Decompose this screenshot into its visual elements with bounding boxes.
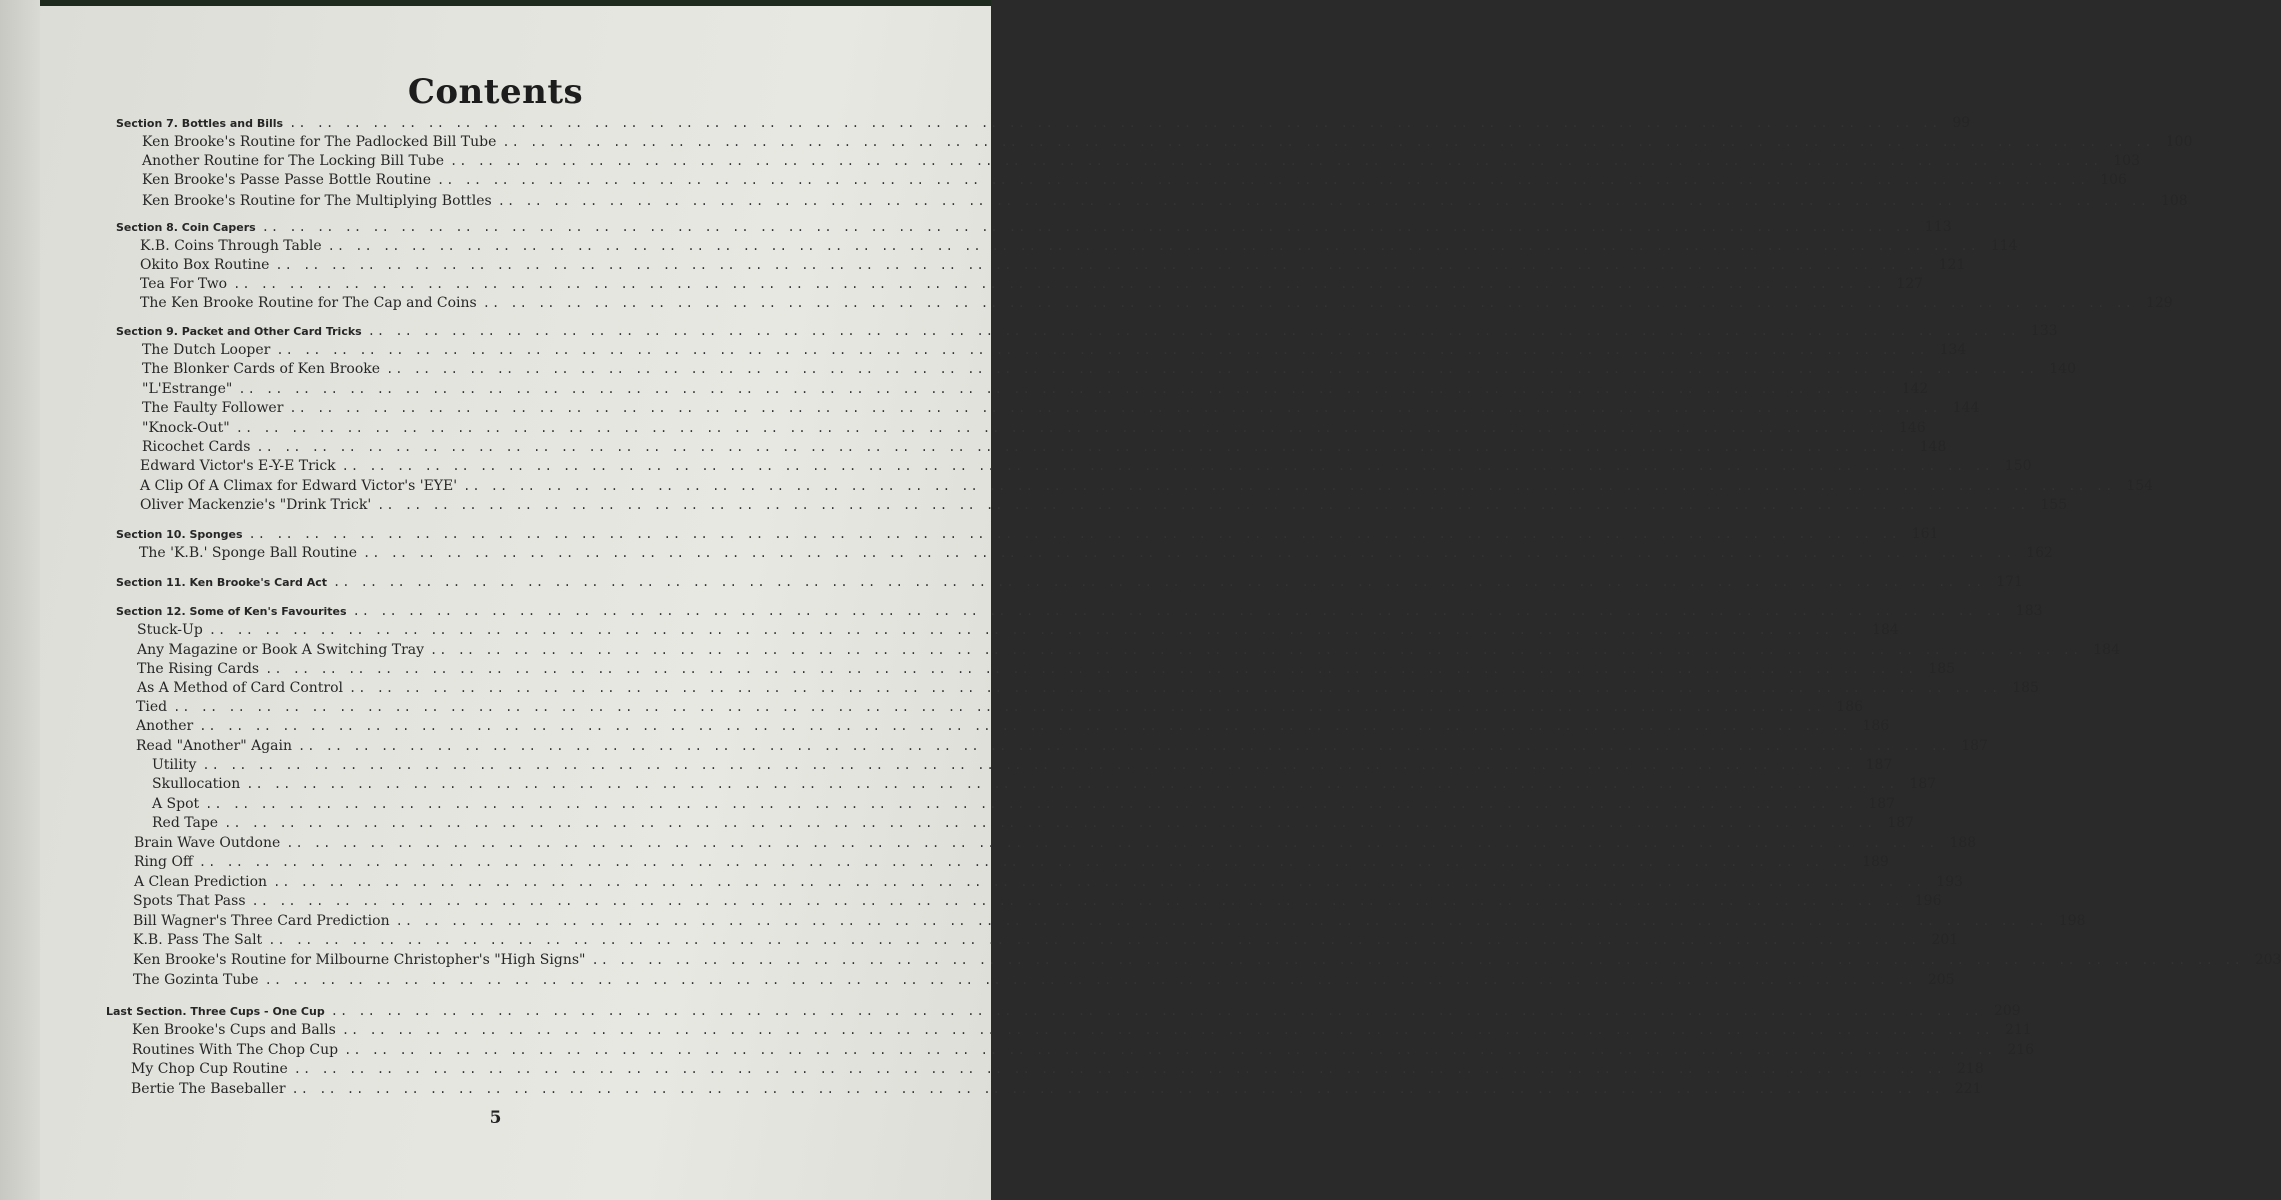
toc-page-number: 183 xyxy=(2015,603,2043,619)
page-title: Contents xyxy=(407,72,584,112)
dot-leader: .. .. .. .. .. .. .. .. .. .. .. .. .. .. .. .. .. .. .. .. .. .. .. .. .. .. .. .. .. .. .. .. .. .. .. .. .. .. .. .. .. .. .. .. .. .. .. .. .. .. .. .. .. .. .. .. .. .. .. .. xyxy=(276,343,1928,357)
toc-entry-title: Brain Wave Outdone xyxy=(134,835,281,851)
toc-entry-title: Last Section. Three Cups - One Cup xyxy=(106,1005,325,1018)
toc-entry-title: Oliver Mackenzie's "Drink Trick' xyxy=(140,497,372,513)
toc-page-number: 184 xyxy=(1872,622,1899,638)
dot-leader: .. .. .. .. .. .. .. .. .. .. .. .. .. .. .. .. .. .. .. .. .. .. .. .. .. .. .. .. .. .. .. .. .. .. .. .. .. .. .. .. .. .. .. .. .. .. .. .. .. .. .. .. .. .. .. .. .. .. .. .. xyxy=(341,459,1993,473)
dot-leader: .. .. .. .. .. .. .. .. .. .. .. .. .. .. .. .. .. .. .. .. .. .. .. .. .. .. .. .. .. .. .. .. .. .. .. .. .. .. .. .. .. .. .. .. .. .. .. .. .. .. .. .. .. .. .. .. .. .. .. .. xyxy=(436,173,2089,187)
toc-entry xyxy=(136,718,1890,738)
toc-section-heading xyxy=(116,219,1952,239)
dot-leader: .. .. .. .. .. .. .. .. .. .. .. .. .. .. .. .. .. .. .. .. .. .. .. .. .. .. .. .. .. .. .. .. .. .. .. .. .. .. .. .. .. .. .. .. .. .. .. .. .. .. .. .. .. .. .. .. .. .. .. .. xyxy=(265,662,1917,676)
toc-entry xyxy=(133,893,1942,913)
toc-page-number: 146 xyxy=(1898,420,1926,436)
toc-entry-title: Ken Brooke's Routine for Milbourne Christopher's "High Signs" xyxy=(133,952,586,968)
toc-page-number: 148 xyxy=(1919,439,1947,455)
toc-entry xyxy=(137,661,1956,681)
dot-leader: .. .. .. .. .. .. .. .. .. .. .. .. .. .. .. .. .. .. .. .. .. .. .. .. .. .. .. .. .. .. .. .. .. .. .. .. .. .. .. .. .. .. .. .. .. .. .. .. .. .. .. .. .. .. .. .. .. .. .. .. xyxy=(298,739,1950,753)
toc-page-number: 155 xyxy=(2040,497,2068,513)
toc-entry xyxy=(140,497,2068,517)
toc-entry xyxy=(136,738,1988,758)
toc-page-number: 100 xyxy=(2165,134,2193,150)
toc-entry-title: "L'Estrange" xyxy=(142,381,233,397)
toc-page-number: 187 xyxy=(1909,776,1937,792)
toc-page-number: 134 xyxy=(1939,342,1967,358)
toc-page-number: 187 xyxy=(1887,815,1915,831)
dot-leader: .. .. .. .. .. .. .. .. .. .. .. .. .. .. .. .. .. .. .. .. .. .. .. .. .. .. .. .. .. .. .. .. .. .. .. .. .. .. .. .. .. .. .. .. .. .. .. .. .. .. .. .. .. .. .. .. .. .. .. .. xyxy=(202,758,1854,772)
toc-entry-title: Red Tape xyxy=(152,815,219,831)
toc-entry-title: As A Method of Card Control xyxy=(137,680,344,696)
toc-page-number: 142 xyxy=(1901,381,1929,397)
dot-leader: .. .. .. .. .. .. .. .. .. .. .. .. .. .. .. .. .. .. .. .. .. .. .. .. .. .. .. .. .. .. .. .. .. .. .. .. .. .. .. .. .. .. .. .. .. .. .. .. .. .. .. .. .. .. .. .. .. .. .. .. xyxy=(208,623,1861,637)
toc-entry-title: K.B. Pass The Salt xyxy=(133,932,263,948)
toc-page-number: 127 xyxy=(1896,276,1924,292)
toc-entry-title: Another xyxy=(136,718,194,734)
toc-entry xyxy=(133,932,1959,952)
toc-page-number: 187 xyxy=(1868,796,1896,812)
toc-page-number: 221 xyxy=(1954,1081,1982,1097)
toc-entry xyxy=(142,361,2077,381)
toc-page-number: 144 xyxy=(1952,400,1980,416)
toc-page-number: 203 xyxy=(2254,952,2281,968)
toc-entry-title: Another Routine for The Locking Bill Tube xyxy=(142,153,445,169)
dot-leader: .. .. .. .. .. .. .. .. .. .. .. .. .. .. .. .. .. .. .. .. .. .. .. .. .. .. .. .. .. .. .. .. .. .. .. .. .. .. .. .. .. .. .. .. .. .. .. .. .. .. .. .. .. .. .. .. .. .. .. .. xyxy=(235,421,1887,435)
toc-entry xyxy=(133,952,2281,972)
toc-entry xyxy=(142,193,2188,213)
toc-entry-title: The Gozinta Tube xyxy=(133,972,259,988)
toc-page-number: 133 xyxy=(2030,323,2058,339)
toc-entry xyxy=(139,545,2053,565)
toc-entry-title: Bertie The Baseballer xyxy=(131,1081,286,1097)
toc-page-number: 193 xyxy=(1936,874,1964,890)
toc-page-number: 184 xyxy=(2093,642,2120,658)
dot-leader: .. .. .. .. .. .. .. .. .. .. .. .. .. .. .. .. .. .. .. .. .. .. .. .. .. .. .. .. .. .. .. .. .. .. .. .. .. .. .. .. .. .. .. .. .. .. .. .. .. .. .. .. .. .. .. .. .. .. .. .. xyxy=(386,362,2038,376)
dot-leader: .. .. .. .. .. .. .. .. .. .. .. .. .. .. .. .. .. .. .. .. .. .. .. .. .. .. .. .. .. .. .. .. .. .. .. .. .. .. .. .. .. .. .. .. .. .. .. .. .. .. .. .. .. .. .. .. .. .. .. .. xyxy=(246,777,1898,791)
toc-page-number: 189 xyxy=(1862,854,1889,870)
toc-entry xyxy=(152,757,1893,777)
dot-leader: .. .. .. .. .. .. .. .. .. .. .. .. .. .. .. .. .. .. .. .. .. .. .. .. .. .. .. .. .. .. .. .. .. .. .. .. .. .. .. .. .. .. .. .. .. .. .. .. .. .. .. .. .. .. .. .. .. .. .. .. xyxy=(233,277,1885,291)
dot-leader: .. .. .. .. .. .. .. .. .. .. .. .. .. .. .. .. .. .. .. .. .. .. .. .. .. .. .. .. .. .. .. .. .. .. .. .. .. .. .. .. .. .. .. .. .. .. .. .. .. .. .. .. .. .. .. .. .. .. .. .. xyxy=(463,479,2115,493)
toc-page-number: 198 xyxy=(2058,913,2086,929)
toc-entry xyxy=(140,295,2173,315)
toc-entry-title: The Rising Cards xyxy=(137,661,260,677)
toc-entry xyxy=(137,680,2039,700)
dot-leader: .. .. .. .. .. .. .. .. .. .. .. .. .. .. .. .. .. .. .. .. .. .. .. .. .. .. .. .. .. .. .. .. .. .. .. .. .. .. .. .. .. .. .. .. .. .. .. .. .. .. .. .. .. .. .. .. .. .. .. .. xyxy=(173,700,1825,714)
dot-leader: .. .. .. .. .. .. .. .. .. .. .. .. .. .. .. .. .. .. .. .. .. .. .. .. .. .. .. .. .. .. .. .. .. .. .. .. .. .. .. .. .. .. .. .. .. .. .. .. .. .. .. .. .. .. .. .. .. .. .. .. xyxy=(261,220,1913,234)
dot-leader: .. .. .. .. .. .. .. .. .. .. .. .. .. .. .. .. .. .. .. .. .. .. .. .. .. .. .. .. .. .. .. .. .. .. .. .. .. .. .. .. .. .. .. .. .. .. .. .. .. .. .. .. .. .. .. .. .. .. .. .. xyxy=(332,575,1985,589)
toc-entry xyxy=(134,874,1964,894)
toc-page-number: 106 xyxy=(2100,172,2127,188)
toc-entry-title: Utility xyxy=(152,757,197,773)
dot-leader: .. .. .. .. .. .. .. .. .. .. .. .. .. .. .. .. .. .. .. .. .. .. .. .. .. .. .. .. .. .. .. .. .. .. .. .. .. .. .. .. .. .. .. .. .. .. .. .. .. .. .. .. .. .. .. .. .. .. .. .. xyxy=(286,836,1938,850)
dot-leader: .. .. .. .. .. .. .. .. .. .. .. .. .. .. .. .. .. .. .. .. .. .. .. .. .. .. .. .. .. .. .. .. .. .. .. .. .. .. .. .. .. .. .. .. .. .. .. .. .. .. .. .. .. .. .. .. .. .. .. .. xyxy=(450,154,2102,168)
toc-entry-title: Stuck-Up xyxy=(137,622,203,638)
toc-page-number: 121 xyxy=(1938,257,1966,273)
toc-entry-title: A Spot xyxy=(152,796,200,812)
toc-entry xyxy=(142,420,1926,440)
toc-section-heading xyxy=(116,115,1971,135)
dot-leader: .. .. .. .. .. .. .. .. .. .. .. .. .. .. .. .. .. .. .. .. .. .. .. .. .. .. .. .. .. .. .. .. .. .. .. .. .. .. .. .. .. .. .. .. .. .. .. .. .. .. .. .. .. .. .. .. .. .. .. .. xyxy=(377,498,2029,512)
toc-page-number: 218 xyxy=(1957,1061,1984,1077)
toc-entry-title: Ken Brooke's Passe Passe Bottle Routine xyxy=(142,172,431,188)
toc-entry-title: Bill Wagner's Three Card Prediction xyxy=(133,913,390,929)
dot-leader: .. .. .. .. .. .. .. .. .. .. .. .. .. .. .. .. .. .. .. .. .. .. .. .. .. .. .. .. .. .. .. .. .. .. .. .. .. .. .. .. .. .. .. .. .. .. .. .. .. .. .. .. .. .. .. .. .. .. .. .. xyxy=(275,258,1927,272)
toc-page-number: 185 xyxy=(2012,680,2039,696)
dot-leader: .. .. .. .. .. .. .. .. .. .. .. .. .. .. .. .. .. .. .. .. .. .. .. .. .. .. .. .. .. .. .. .. .. .. .. .. .. .. .. .. .. .. .. .. .. .. .. .. .. .. .. .. .. .. .. .. .. .. .. .. xyxy=(251,894,1903,908)
dot-leader: .. .. .. .. .. .. .. .. .. .. .. .. .. .. .. .. .. .. .. .. .. .. .. .. .. .. .. .. .. .. .. .. .. .. .. .. .. .. .. .. .. .. .. .. .. .. .. .. .. .. .. .. .. .. .. .. .. .. .. .. xyxy=(256,440,1908,454)
toc-entry xyxy=(133,913,2086,933)
dot-leader: .. .. .. .. .. .. .. .. .. .. .. .. .. .. .. .. .. .. .. .. .. .. .. .. .. .. .. .. .. .. .. .. .. .. .. .. .. .. .. .. .. .. .. .. .. .. .. .. .. .. .. .. .. .. .. .. .. .. .. .. xyxy=(482,296,2134,310)
toc-entry xyxy=(140,238,2018,258)
toc-entry xyxy=(136,699,1864,719)
toc-section-heading xyxy=(116,526,1939,546)
toc-page-number: 154 xyxy=(2126,478,2154,494)
toc-page-number: 185 xyxy=(1928,661,1956,677)
toc-entry xyxy=(152,796,1896,816)
toc-entry xyxy=(133,972,1955,992)
dot-leader: .. .. .. .. .. .. .. .. .. .. .. .. .. .. .. .. .. .. .. .. .. .. .. .. .. .. .. .. .. .. .. .. .. .. .. .. .. .. .. .. .. .. .. .. .. .. .. .. .. .. .. .. .. .. .. .. .. .. .. .. xyxy=(497,194,2149,208)
toc-entry-title: Ken Brooke's Routine for The Padlocked Bill Tube xyxy=(142,134,497,150)
toc-page-number: 161 xyxy=(1911,526,1939,542)
toc-section-heading xyxy=(116,603,2043,623)
dot-leader: .. .. .. .. .. .. .. .. .. .. .. .. .. .. .. .. .. .. .. .. .. .. .. .. .. .. .. .. .. .. .. .. .. .. .. .. .. .. .. .. .. .. .. .. .. .. .. .. .. .. .. .. .. .. .. .. .. .. .. .. xyxy=(264,973,1916,987)
toc-page-number: 114 xyxy=(1990,238,2018,254)
toc-entry-title: The Dutch Looper xyxy=(142,342,271,358)
toc-entry xyxy=(137,622,1899,642)
dot-leader: .. .. .. .. .. .. .. .. .. .. .. .. .. .. .. .. .. .. .. .. .. .. .. .. .. .. .. .. .. .. .. .. .. .. .. .. .. .. .. .. .. .. .. .. .. .. .. .. .. .. .. .. .. .. .. .. .. .. .. .. xyxy=(273,875,1925,889)
toc-entry-title: Read "Another" Again xyxy=(136,738,293,754)
toc-entry xyxy=(142,400,1980,420)
dot-leader: .. .. .. .. .. .. .. .. .. .. .. .. .. .. .. .. .. .. .. .. .. .. .. .. .. .. .. .. .. .. .. .. .. .. .. .. .. .. .. .. .. .. .. .. .. .. .. .. .. .. .. .. .. .. .. .. .. .. .. .. xyxy=(238,382,1890,396)
toc-entry-title: The 'K.B.' Sponge Ball Routine xyxy=(139,545,358,561)
toc-page-number: 201 xyxy=(1931,932,1959,948)
toc-page-number: 187 xyxy=(1961,738,1988,754)
toc-entry-title: Any Magazine or Book A Switching Tray xyxy=(137,642,425,658)
dot-leader: .. .. .. .. .. .. .. .. .. .. .. .. .. .. .. .. .. .. .. .. .. .. .. .. .. .. .. .. .. .. .. .. .. .. .. .. .. .. .. .. .. .. .. .. .. .. .. .. .. .. .. .. .. .. .. .. .. .. .. .. xyxy=(199,719,1851,733)
toc-entry xyxy=(142,439,1947,459)
toc-page-number: 140 xyxy=(2049,361,2077,377)
toc-entry xyxy=(152,776,1937,796)
toc-entry-title: Section 11. Ken Brooke's Card Act xyxy=(116,576,327,589)
toc-entry-title: The Faulty Follower xyxy=(142,400,284,416)
dot-leader: .. .. .. .. .. .. .. .. .. .. .. .. .. .. .. .. .. .. .. .. .. .. .. .. .. .. .. .. .. .. .. .. .. .. .. .. .. .. .. .. .. .. .. .. .. .. .. .. .. .. .. .. .. .. .. .. .. .. .. .. xyxy=(224,816,1876,830)
dot-leader: .. .. .. .. .. .. .. .. .. .. .. .. .. .. .. .. .. .. .. .. .. .. .. .. .. .. .. .. .. .. .. .. .. .. .. .. .. .. .. .. .. .. .. .. .. .. .. .. .. .. .. .. .. .. .. .. .. .. .. .. xyxy=(591,953,2243,967)
toc-entry-title: A Clean Prediction xyxy=(134,874,268,890)
toc-entry-title: Ring Off xyxy=(134,854,193,870)
dot-leader: .. .. .. .. .. .. .. .. .. .. .. .. .. .. .. .. .. .. .. .. .. .. .. .. .. .. .. .. .. .. .. .. .. .. .. .. .. .. .. .. .. .. .. .. .. .. .. .. .. .. .. .. .. .. .. .. .. .. .. .. xyxy=(344,1043,1996,1057)
toc-entry-title: Tea For Two xyxy=(140,276,228,292)
dot-leader: .. .. .. .. .. .. .. .. .. .. .. .. .. .. .. .. .. .. .. .. .. .. .. .. .. .. .. .. .. .. .. .. .. .. .. .. .. .. .. .. .. .. .. .. .. .. .. .. .. .. .. .. .. .. .. .. .. .. .. .. xyxy=(291,1082,1943,1096)
toc-entry xyxy=(134,835,1977,855)
toc-page-number: 205 xyxy=(1927,972,1955,988)
toc-page-number: 103 xyxy=(2113,153,2140,169)
toc-entry xyxy=(140,257,1966,277)
dot-leader: .. .. .. .. .. .. .. .. .. .. .. .. .. .. .. .. .. .. .. .. .. .. .. .. .. .. .. .. .. .. .. .. .. .. .. .. .. .. .. .. .. .. .. .. .. .. .. .. .. .. .. .. .. .. .. .. .. .. .. .. xyxy=(352,604,2004,618)
toc-entry-title: Ricochet Cards xyxy=(142,439,251,455)
toc-page-number: 188 xyxy=(1949,835,1977,851)
toc-entry-title: Section 12. Some of Ken's Favourites xyxy=(116,605,347,618)
dot-leader: .. .. .. .. .. .. .. .. .. .. .. .. .. .. .. .. .. .. .. .. .. .. .. .. .. .. .. .. .. .. .. .. .. .. .. .. .. .. .. .. .. .. .. .. .. .. .. .. .. .. .. .. .. .. .. .. .. .. .. .. xyxy=(289,116,1941,130)
toc-entry-title: Edward Victor's E-Y-E Trick xyxy=(140,458,336,474)
toc-entry-title: The Blonker Cards of Ken Brooke xyxy=(142,361,381,377)
toc-entry xyxy=(142,153,2140,173)
dot-leader: .. .. .. .. .. .. .. .. .. .. .. .. .. .. .. .. .. .. .. .. .. .. .. .. .. .. .. .. .. .. .. .. .. .. .. .. .. .. .. .. .. .. .. .. .. .. .. .. .. .. .. .. .. .. .. .. .. .. .. .. xyxy=(268,933,1920,947)
toc-page-number: 150 xyxy=(2004,458,2032,474)
toc-entry-title: Routines With The Chop Cup xyxy=(132,1042,339,1058)
toc-page-number: 171 xyxy=(1996,574,2023,590)
toc-page-number: 129 xyxy=(2145,295,2173,311)
toc-entry-title: "Knock-Out" xyxy=(142,420,230,436)
toc-entry xyxy=(131,1081,1982,1101)
toc-entry xyxy=(132,1022,2032,1042)
toc-entry xyxy=(142,342,1967,362)
toc-page-number: 211 xyxy=(2005,1022,2032,1038)
dot-leader: .. .. .. .. .. .. .. .. .. .. .. .. .. .. .. .. .. .. .. .. .. .. .. .. .. .. .. .. .. .. .. .. .. .. .. .. .. .. .. .. .. .. .. .. .. .. .. .. .. .. .. .. .. .. .. .. .. .. .. .. xyxy=(198,855,1851,869)
toc-entry-title: Tied xyxy=(136,699,168,715)
toc-entry-title: Ken Brooke's Routine for The Multiplying Bottles xyxy=(142,193,492,209)
toc-page-number: 196 xyxy=(1914,893,1942,909)
toc-entry xyxy=(142,381,1929,401)
toc-entry xyxy=(142,172,2127,192)
toc-entry xyxy=(132,1042,2035,1062)
dot-leader: .. .. .. .. .. .. .. .. .. .. .. .. .. .. .. .. .. .. .. .. .. .. .. .. .. .. .. .. .. .. .. .. .. .. .. .. .. .. .. .. .. .. .. .. .. .. .. .. .. .. .. .. .. .. .. .. .. .. .. .. xyxy=(205,797,1857,811)
toc-entry xyxy=(152,815,1915,835)
toc-entry-title: My Chop Cup Routine xyxy=(131,1061,288,1077)
toc-entry-title: A Clip Of A Climax for Edward Victor's 'EYE' xyxy=(140,478,458,494)
toc-entry-title: Section 7. Bottles and Bills xyxy=(116,117,284,130)
toc-entry xyxy=(137,642,2120,662)
dot-leader: .. .. .. .. .. .. .. .. .. .. .. .. .. .. .. .. .. .. .. .. .. .. .. .. .. .. .. .. .. .. .. .. .. .. .. .. .. .. .. .. .. .. .. .. .. .. .. .. .. .. .. .. .. .. .. .. .. .. .. .. xyxy=(293,1062,1946,1076)
toc-page-number: 187 xyxy=(1865,757,1893,773)
toc-entry xyxy=(134,854,1889,874)
dot-leader: .. .. .. .. .. .. .. .. .. .. .. .. .. .. .. .. .. .. .. .. .. .. .. .. .. .. .. .. .. .. .. .. .. .. .. .. .. .. .. .. .. .. .. .. .. .. .. .. .. .. .. .. .. .. .. .. .. .. .. .. xyxy=(430,643,2082,657)
toc-entry-title: Ken Brooke's Cups and Balls xyxy=(132,1022,336,1038)
dot-leader: .. .. .. .. .. .. .. .. .. .. .. .. .. .. .. .. .. .. .. .. .. .. .. .. .. .. .. .. .. .. .. .. .. .. .. .. .. .. .. .. .. .. .. .. .. .. .. .. .. .. .. .. .. .. .. .. .. .. .. .. xyxy=(289,401,1941,415)
toc-section-heading xyxy=(106,1003,2021,1023)
toc-page-number: 108 xyxy=(2160,193,2188,209)
toc-entry xyxy=(140,478,2154,498)
toc-section-heading xyxy=(116,574,2023,594)
toc-page-number: 216 xyxy=(2007,1042,2035,1058)
dot-leader: .. .. .. .. .. .. .. .. .. .. .. .. .. .. .. .. .. .. .. .. .. .. .. .. .. .. .. .. .. .. .. .. .. .. .. .. .. .. .. .. .. .. .. .. .. .. .. .. .. .. .. .. .. .. .. .. .. .. .. .. xyxy=(330,1004,1982,1018)
toc-section-heading xyxy=(116,323,2058,343)
toc-entry-title: The Ken Brooke Routine for The Cap and Coins xyxy=(140,295,477,311)
toc-page-number: 113 xyxy=(1924,219,1952,235)
toc-entry-title: Skullocation xyxy=(152,776,241,792)
dot-leader: .. .. .. .. .. .. .. .. .. .. .. .. .. .. .. .. .. .. .. .. .. .. .. .. .. .. .. .. .. .. .. .. .. .. .. .. .. .. .. .. .. .. .. .. .. .. .. .. .. .. .. .. .. .. .. .. .. .. .. .. xyxy=(367,324,2019,338)
toc-entry-title: Section 9. Packet and Other Card Tricks xyxy=(116,325,362,338)
toc-page-number: 186 xyxy=(1836,699,1864,715)
toc-entry xyxy=(140,276,1924,296)
toc-page-number: 209 xyxy=(1993,1003,2021,1019)
dot-leader: .. .. .. .. .. .. .. .. .. .. .. .. .. .. .. .. .. .. .. .. .. .. .. .. .. .. .. .. .. .. .. .. .. .. .. .. .. .. .. .. .. .. .. .. .. .. .. .. .. .. .. .. .. .. .. .. .. .. .. .. xyxy=(349,681,2001,695)
dot-leader: .. .. .. .. .. .. .. .. .. .. .. .. .. .. .. .. .. .. .. .. .. .. .. .. .. .. .. .. .. .. .. .. .. .. .. .. .. .. .. .. .. .. .. .. .. .. .. .. .. .. .. .. .. .. .. .. .. .. .. .. xyxy=(395,914,2047,928)
toc-page-number: 186 xyxy=(1862,718,1890,734)
toc-entry xyxy=(131,1061,1984,1081)
dot-leader: .. .. .. .. .. .. .. .. .. .. .. .. .. .. .. .. .. .. .. .. .. .. .. .. .. .. .. .. .. .. .. .. .. .. .. .. .. .. .. .. .. .. .. .. .. .. .. .. .. .. .. .. .. .. .. .. .. .. .. .. xyxy=(341,1023,1994,1037)
toc-entry-title: Section 8. Coin Capers xyxy=(116,221,256,234)
dot-leader: .. .. .. .. .. .. .. .. .. .. .. .. .. .. .. .. .. .. .. .. .. .. .. .. .. .. .. .. .. .. .. .. .. .. .. .. .. .. .. .. .. .. .. .. .. .. .. .. .. .. .. .. .. .. .. .. .. .. .. .. xyxy=(363,546,2015,560)
page-number: 5 xyxy=(489,1108,502,1128)
dot-leader: .. .. .. .. .. .. .. .. .. .. .. .. .. .. .. .. .. .. .. .. .. .. .. .. .. .. .. .. .. .. .. .. .. .. .. .. .. .. .. .. .. .. .. .. .. .. .. .. .. .. .. .. .. .. .. .. .. .. .. .. xyxy=(502,135,2154,149)
dot-leader: .. .. .. .. .. .. .. .. .. .. .. .. .. .. .. .. .. .. .. .. .. .. .. .. .. .. .. .. .. .. .. .. .. .. .. .. .. .. .. .. .. .. .. .. .. .. .. .. .. .. .. .. .. .. .. .. .. .. .. .. xyxy=(327,239,1979,253)
toc-entry xyxy=(140,458,2032,478)
toc-entry-title: K.B. Coins Through Table xyxy=(140,238,322,254)
toc-page-number: 162 xyxy=(2026,545,2053,561)
dot-leader: .. .. .. .. .. .. .. .. .. .. .. .. .. .. .. .. .. .. .. .. .. .. .. .. .. .. .. .. .. .. .. .. .. .. .. .. .. .. .. .. .. .. .. .. .. .. .. .. .. .. .. .. .. .. .. .. .. .. .. .. xyxy=(248,527,1900,541)
toc-entry xyxy=(142,134,2193,154)
toc-entry-title: Okito Box Routine xyxy=(140,257,270,273)
toc-entry-title: Section 10. Sponges xyxy=(116,528,243,541)
toc-page-number: 99 xyxy=(1952,115,1971,131)
toc-entry-title: Spots That Pass xyxy=(133,893,246,909)
